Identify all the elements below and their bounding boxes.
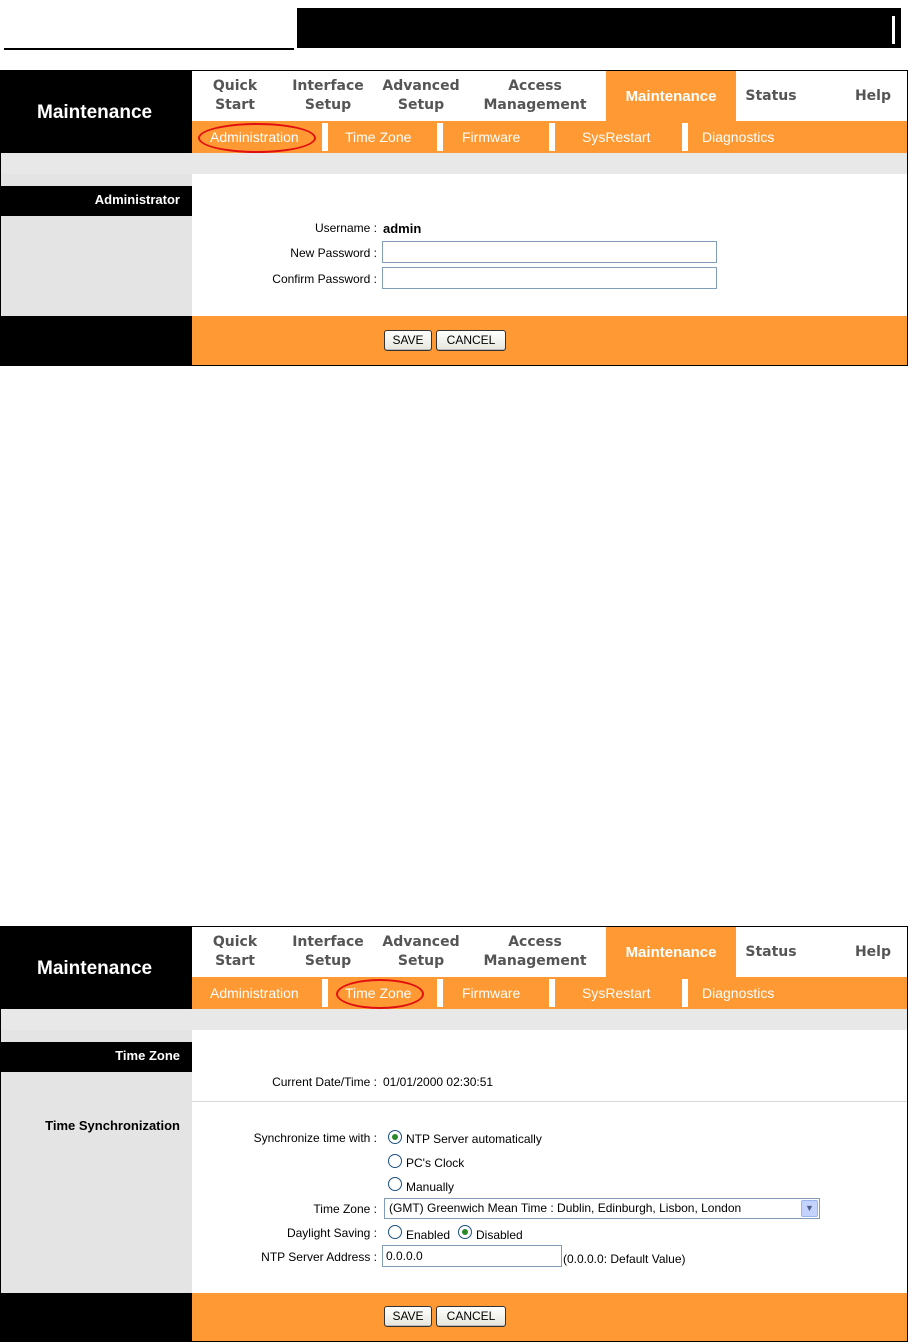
panel-header bbox=[1, 71, 907, 153]
radio-dst-enabled-label: Enabled bbox=[406, 1228, 451, 1242]
time-zone-label: Time Zone : bbox=[313, 1202, 377, 1216]
footer-bar bbox=[192, 316, 907, 366]
section-title: Administrator bbox=[1, 186, 192, 216]
subnav-diagnostics[interactable]: Diagnostics bbox=[702, 985, 775, 1001]
radio-selected-icon bbox=[462, 1229, 468, 1235]
highlight-ring bbox=[198, 123, 316, 153]
save-button[interactable]: SAVE bbox=[384, 1306, 432, 1327]
footer-bar bbox=[192, 1293, 907, 1342]
subnav-divider bbox=[682, 979, 688, 1007]
nav-maintenance[interactable]: Maintenance bbox=[606, 71, 736, 121]
document-header-marker bbox=[892, 16, 895, 44]
ntp-server-hint: (0.0.0.0: Default Value) bbox=[563, 1252, 686, 1266]
nav-status[interactable]: Status bbox=[745, 943, 797, 960]
section-logo-text: Maintenance bbox=[37, 958, 153, 979]
footer-left-block bbox=[1, 1293, 192, 1342]
username-label: Username : bbox=[314, 221, 377, 235]
spacer-strip bbox=[1, 153, 907, 174]
new-password-label: New Password : bbox=[290, 246, 377, 260]
sync-label: Synchronize time with : bbox=[253, 1131, 377, 1145]
section-logo-block bbox=[1, 71, 192, 153]
nav-status[interactable]: Status bbox=[745, 87, 797, 104]
subnav-divider bbox=[437, 979, 443, 1007]
document-header-rule bbox=[4, 6, 294, 50]
time-zone-select[interactable] bbox=[384, 1198, 820, 1219]
nav-access-management[interactable]: Access Management bbox=[483, 934, 587, 969]
radio-manually-label: Manually bbox=[406, 1180, 455, 1194]
nav-interface-setup[interactable]: Interface Setup bbox=[292, 78, 364, 113]
nav-interface-setup[interactable]: Interface Setup bbox=[292, 934, 364, 969]
subnav-diagnostics[interactable]: Diagnostics bbox=[702, 129, 775, 145]
document-header bbox=[4, 6, 904, 50]
section-logo-block bbox=[1, 927, 192, 1009]
subnav-firmware[interactable]: Firmware bbox=[462, 985, 521, 1001]
nav-advanced-setup[interactable]: Advanced Setup bbox=[382, 934, 460, 969]
subnav-administration[interactable]: Administration bbox=[210, 985, 299, 1001]
radio-ntp-auto[interactable] bbox=[388, 1130, 402, 1144]
username-value: admin bbox=[383, 221, 422, 236]
save-button[interactable]: SAVE bbox=[384, 330, 432, 351]
highlight-ring bbox=[336, 979, 424, 1009]
top-nav bbox=[192, 71, 907, 121]
subnav-divider bbox=[549, 123, 555, 151]
subnav-sysrestart[interactable]: SysRestart bbox=[582, 985, 651, 1001]
top-nav bbox=[192, 927, 907, 977]
radio-dst-disabled[interactable] bbox=[458, 1225, 472, 1239]
radio-selected-icon bbox=[392, 1134, 398, 1140]
subnav-time-zone[interactable]: Time Zone bbox=[345, 129, 412, 145]
section-title-time-zone: Time Zone bbox=[1, 1042, 192, 1072]
time-zone-selected: (GMT) Greenwich Mean Time : Dublin, Edinburgh, Lisbon, London bbox=[389, 1201, 742, 1215]
subnav-divider bbox=[322, 123, 328, 151]
subnav-divider bbox=[322, 979, 328, 1007]
current-datetime-value: 01/01/2000 02:30:51 bbox=[383, 1075, 494, 1089]
radio-dst-enabled[interactable] bbox=[388, 1225, 402, 1239]
section-logo-text: Maintenance bbox=[37, 102, 153, 123]
spacer-strip bbox=[1, 1009, 907, 1030]
panel-header bbox=[1, 927, 907, 1009]
radio-pc-clock[interactable] bbox=[388, 1154, 402, 1168]
radio-dst-disabled-label: Disabled bbox=[476, 1228, 523, 1242]
nav-access-management[interactable]: Access Management bbox=[483, 78, 587, 113]
cancel-button[interactable]: CANCEL bbox=[436, 330, 506, 351]
nav-help[interactable]: Help bbox=[854, 87, 892, 104]
admin-panel bbox=[0, 70, 908, 366]
nav-advanced-setup[interactable]: Advanced Setup bbox=[382, 78, 460, 113]
daylight-saving-label: Daylight Saving : bbox=[286, 1226, 377, 1240]
subnav-sysrestart[interactable]: SysRestart bbox=[582, 129, 651, 145]
nav-help[interactable]: Help bbox=[854, 943, 892, 960]
chevron-down-icon: ▼ bbox=[801, 1200, 818, 1217]
nav-quick-start[interactable]: Quick Start bbox=[212, 78, 258, 113]
subnav-divider bbox=[437, 123, 443, 151]
section-title-time-sync: Time Synchronization bbox=[45, 1118, 180, 1133]
subnav-time-zone[interactable]: Time Zone bbox=[345, 985, 412, 1001]
ntp-server-label: NTP Server Address : bbox=[261, 1250, 377, 1264]
nav-maintenance[interactable]: Maintenance bbox=[606, 927, 736, 977]
subnav-divider bbox=[682, 123, 688, 151]
radio-pc-clock-label: PC's Clock bbox=[406, 1156, 465, 1170]
panel-footer bbox=[1, 316, 907, 366]
new-password-field[interactable] bbox=[382, 241, 717, 263]
subnav-divider bbox=[549, 979, 555, 1007]
radio-manually[interactable] bbox=[388, 1177, 402, 1191]
time-zone-panel bbox=[0, 926, 908, 1342]
footer-left-block bbox=[1, 316, 192, 366]
subnav-administration[interactable]: Administration bbox=[210, 129, 299, 145]
cancel-button[interactable]: CANCEL bbox=[436, 1306, 506, 1327]
confirm-password-label: Confirm Password : bbox=[272, 272, 377, 286]
sub-nav bbox=[192, 977, 907, 1009]
radio-ntp-auto-label: NTP Server automatically bbox=[406, 1132, 542, 1146]
subnav-firmware[interactable]: Firmware bbox=[462, 129, 521, 145]
panel-footer bbox=[1, 1293, 907, 1342]
document-header-bar bbox=[297, 8, 901, 48]
current-datetime-label: Current Date/Time : bbox=[272, 1075, 377, 1089]
ntp-server-field[interactable] bbox=[382, 1245, 562, 1267]
section-divider bbox=[192, 1101, 907, 1102]
sub-nav bbox=[192, 121, 907, 153]
nav-quick-start[interactable]: Quick Start bbox=[212, 934, 258, 969]
confirm-password-field[interactable] bbox=[382, 267, 717, 289]
